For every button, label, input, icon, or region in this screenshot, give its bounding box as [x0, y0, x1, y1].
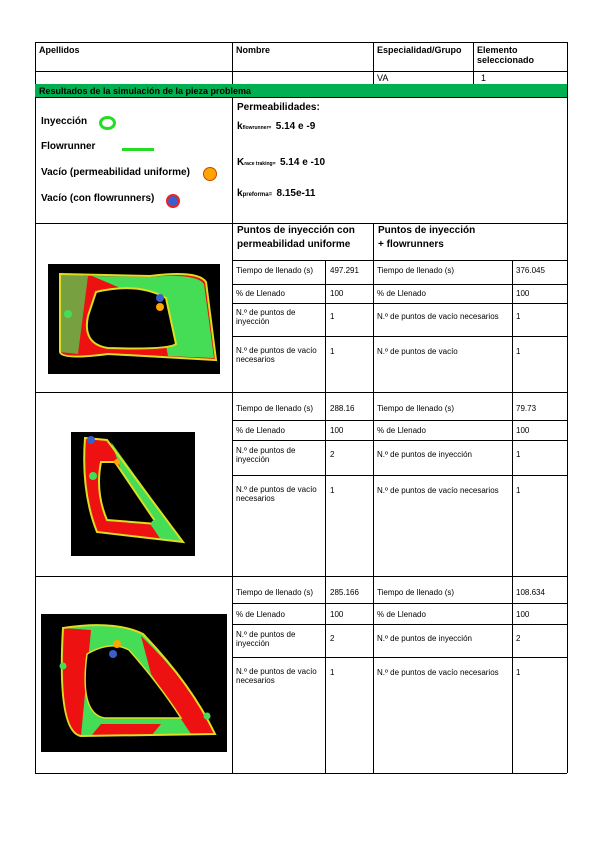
b2-flow-val4: 1: [516, 486, 521, 495]
b3-flow-llenado: 100: [516, 610, 530, 619]
b1-n-inyeccion-label: N.º de puntos de inyección: [236, 308, 296, 327]
vacuum-uniform-dot-icon: [203, 167, 217, 181]
b2-flow-val3: 1: [516, 450, 521, 459]
b1-flow-llenado-label: % de Llenado: [377, 289, 426, 298]
b1-tiempo-label: Tiempo de llenado (s): [236, 266, 314, 275]
k-flowrunner: kflowrunner= 5.14 e -9: [237, 121, 316, 132]
b3-tiempo-label: Tiempo de llenado (s): [236, 588, 314, 597]
b3-flow-val3: 2: [516, 634, 521, 643]
legend-vacio-flowrunners-label: Vacío (con flowrunners): [41, 193, 155, 204]
b3-llenado-label: % de Llenado: [236, 610, 285, 619]
nombre-label: Nombre: [236, 45, 271, 55]
b3-uniform-llenado: 100: [330, 610, 344, 619]
b2-flow-tiempo-label: Tiempo de llenado (s): [377, 404, 455, 413]
vacuum-flow-dot-icon: [166, 194, 180, 208]
b1-uniform-n-inyeccion: 1: [330, 312, 335, 321]
b3-uniform-n-vacio: 1: [330, 668, 335, 677]
b2-tiempo-label: Tiempo de llenado (s): [236, 404, 314, 413]
b1-llenado-label: % de Llenado: [236, 289, 285, 298]
legend-inyeccion-label: Inyección: [41, 116, 88, 127]
b1-uniform-llenado: 100: [330, 289, 344, 298]
b1-flow-tiempo: 376.045: [516, 266, 545, 275]
b3-flow-tiempo-label: Tiempo de llenado (s): [377, 588, 455, 597]
b1-flow-tiempo-label: Tiempo de llenado (s): [377, 266, 455, 275]
uniform-title-line2: permeabilidad uniforme: [237, 239, 351, 250]
b2-flow-llenado: 100: [516, 426, 530, 435]
b1-n-vacio-label: N.º de puntos de vacío necesarios: [236, 346, 317, 365]
legend-flowrunner-label: Flowrunner: [41, 141, 96, 152]
b2-uniform-n-vacio: 1: [330, 486, 335, 495]
k-race-tracking: Krace traking= 5.14 e -10: [237, 157, 326, 168]
b2-llenado-label: % de Llenado: [236, 426, 285, 435]
b3-flow-label3: N.º de puntos de inyección: [377, 634, 472, 643]
b1-flow-llenado: 100: [516, 289, 530, 298]
b1-uniform-tiempo: 497.291: [330, 266, 359, 275]
b1-uniform-n-vacio: 1: [330, 347, 335, 356]
b1-flow-val4: 1: [516, 347, 521, 356]
b1-flow-label3: N.º de puntos de vacío necesarios: [377, 312, 499, 321]
k-preforma: kpreforma= 8.15e-11: [237, 188, 316, 199]
b2-uniform-tiempo: 288.16: [330, 404, 355, 413]
uniform-title-line1: Puntos de inyección con: [237, 225, 355, 236]
b3-uniform-tiempo: 285.166: [330, 588, 359, 597]
flowrunner-line-icon: [122, 148, 154, 151]
b2-n-inyeccion-label: N.º de puntos de inyección: [236, 446, 296, 465]
legend-vacio-uniforme-label: Vacío (permeabilidad uniforme): [41, 167, 190, 178]
b3-flow-val4: 1: [516, 668, 521, 677]
b2-uniform-llenado: 100: [330, 426, 344, 435]
section-title: Resultados de la simulación de la pieza problema: [39, 86, 252, 96]
especialidad-label: Especialidad/Grupo: [377, 45, 462, 55]
b3-flow-tiempo: 108.634: [516, 588, 545, 597]
simulation-image-3: [41, 614, 227, 752]
table-border-top: [35, 42, 567, 43]
simulation-image-2: [71, 432, 195, 556]
b1-flow-label4: N.º de puntos de vacío: [377, 347, 458, 356]
elemento-label: Elemento seleccionado: [477, 45, 535, 66]
table-border-right: [567, 42, 568, 773]
b2-flow-label4: N.º de puntos de vacío necesarios: [377, 486, 499, 495]
elemento-value: 1: [481, 73, 487, 83]
b3-n-vacio-label: N.º de puntos de vacío necesarios: [236, 667, 317, 686]
b3-flow-llenado-label: % de Llenado: [377, 610, 426, 619]
flow-title-line1: Puntos de inyección: [378, 225, 476, 236]
flow-title-line2: + flowrunners: [378, 239, 444, 250]
b2-flow-label3: N.º de puntos de inyección: [377, 450, 472, 459]
simulation-image-1: [48, 264, 220, 374]
b3-n-inyeccion-label: N.º de puntos de inyección: [236, 630, 296, 649]
table-border-left: [35, 42, 36, 773]
permeability-title: Permeabilidades:: [237, 102, 320, 113]
b3-uniform-n-inyeccion: 2: [330, 634, 335, 643]
apellidos-label: Apellidos: [39, 45, 80, 55]
b2-uniform-n-inyeccion: 2: [330, 450, 335, 459]
b3-flow-label4: N.º de puntos de vacío necesarios: [377, 668, 499, 677]
b2-flow-llenado-label: % de Llenado: [377, 426, 426, 435]
b2-n-vacio-label: N.º de puntos de vacío necesarios: [236, 485, 317, 504]
b2-flow-tiempo: 79.73: [516, 404, 537, 413]
especialidad-value: VA: [377, 73, 389, 83]
injection-circle-icon: [99, 116, 116, 130]
b1-flow-val3: 1: [516, 312, 521, 321]
table-border-bottom: [35, 773, 567, 774]
